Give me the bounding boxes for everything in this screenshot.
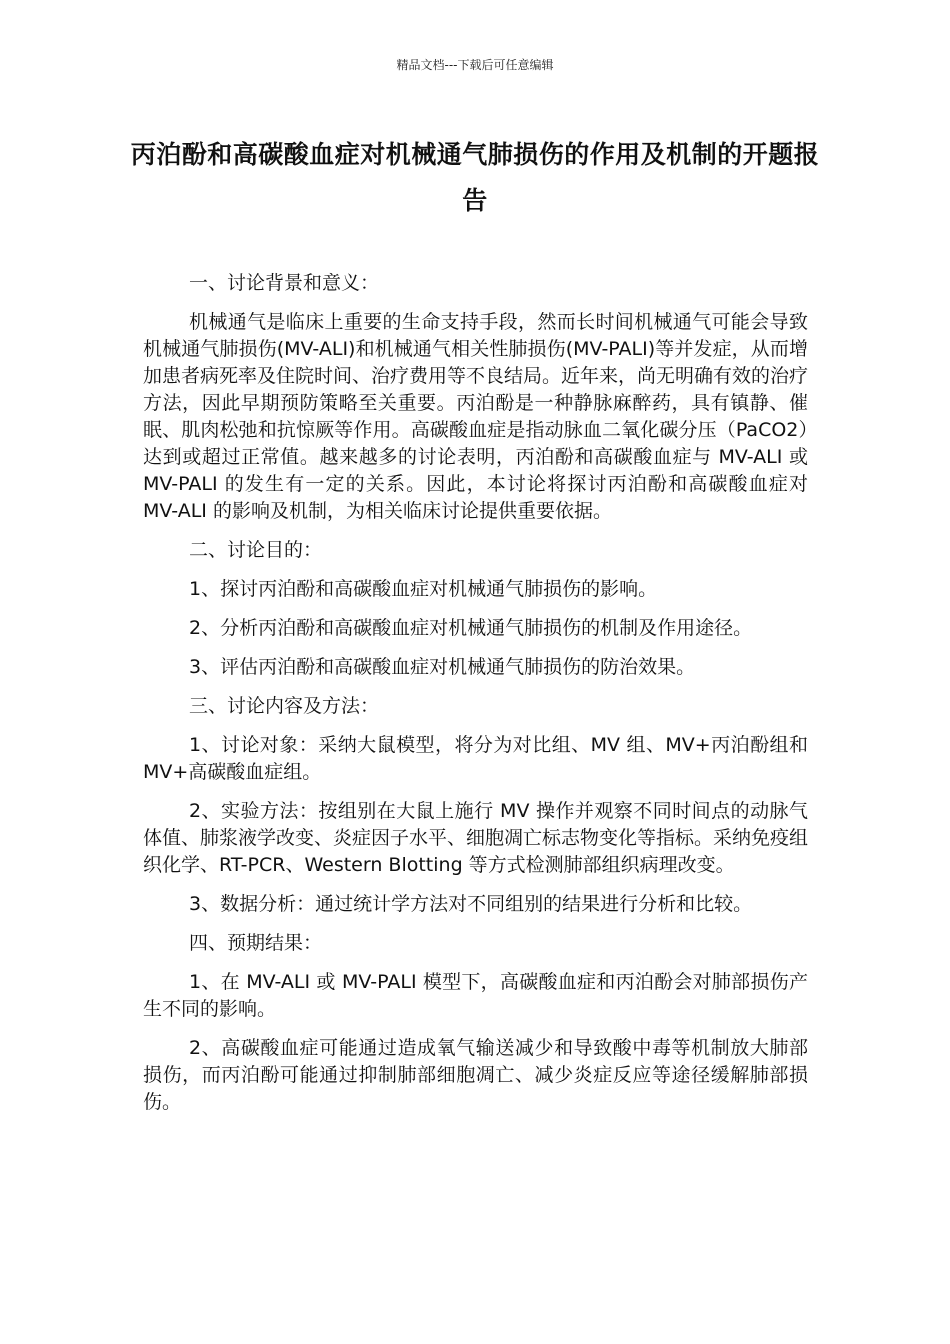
expected-item-2: 2、高碳酸血症可能通过造成氧气输送减少和导致酸中毒等机制放大肺部损伤，而丙泊酚可能通过抑制肺部细胞凋亡、减少炎症反应等途径缓解肺部损伤。: [143, 1037, 808, 1113]
objective-item-2: 2、分析丙泊酚和高碳酸血症对机械通气肺损伤的机制及作用途径。: [189, 617, 753, 639]
objective-item-3: 3、评估丙泊酚和高碳酸血症对机械通气肺损伤的防治效果。: [189, 656, 696, 678]
section-heading-background: 一、讨论背景和意义：: [189, 272, 380, 294]
method-item-3: 3、数据分析：通过统计学方法对不同组别的结果进行分析和比较。: [189, 893, 753, 915]
background-paragraph: 机械通气是临床上重要的生命支持手段，然而长时间机械通气可能会导致机械通气肺损伤(MV-ALI)和机械通气相关性肺损伤(MV-PALI)等并发症，从而增加患者病死率及住院时间、治疗费用等不良结局。近年来，尚无明确有效的治疗方法，因此早期预防策略至关重要。丙泊酚是一种静脉麻醉药，具有镇静、催眠、肌肉松弛和抗惊厥等作用。高碳酸血症是指动脉血二氧化碳分压（PaCO2）达到或超过正常值。越来越多的讨论表明，丙泊酚和高碳酸血症与 MV-ALI 或 MV-PALI 的发生有一定的关系。因此，本讨论将探讨丙泊酚和高碳酸血症对 MV-ALI 的影响及机制，为相关临床讨论提供重要依据。: [143, 311, 809, 522]
page-header-note: 精品文档---下载后可任意编辑: [396, 58, 554, 72]
section-heading-objectives: 二、讨论目的：: [189, 539, 323, 561]
expected-item-1: 1、在 MV-ALI 或 MV-PALI 模型下，高碳酸血症和丙泊酚会对肺部损伤产生不同的影响。: [143, 971, 808, 1020]
method-item-2: 2、实验方法：按组别在大鼠上施行 MV 操作并观察不同时间点的动脉气体值、肺浆液学改变、炎症因子水平、细胞凋亡标志物变化等指标。采纳免疫组织化学、RT-PCR、Western Blotting 等方式检测肺部组织病理改变。: [143, 800, 809, 876]
objective-item-1: 1、探讨丙泊酚和高碳酸血症对机械通气肺损伤的影响。: [189, 578, 658, 600]
section-heading-methods: 三、讨论内容及方法：: [189, 695, 380, 717]
section-heading-expected: 四、预期结果：: [189, 932, 323, 954]
method-item-1: 1、讨论对象：采纳大鼠模型，将分为对比组、MV 组、MV+丙泊酚组和 MV+高碳酸血症组。: [143, 734, 808, 783]
document-title: 丙泊酚和高碳酸血症对机械通气肺损伤的作用及机制的开题报告: [130, 140, 820, 215]
document-body: [143, 270, 808, 1128]
